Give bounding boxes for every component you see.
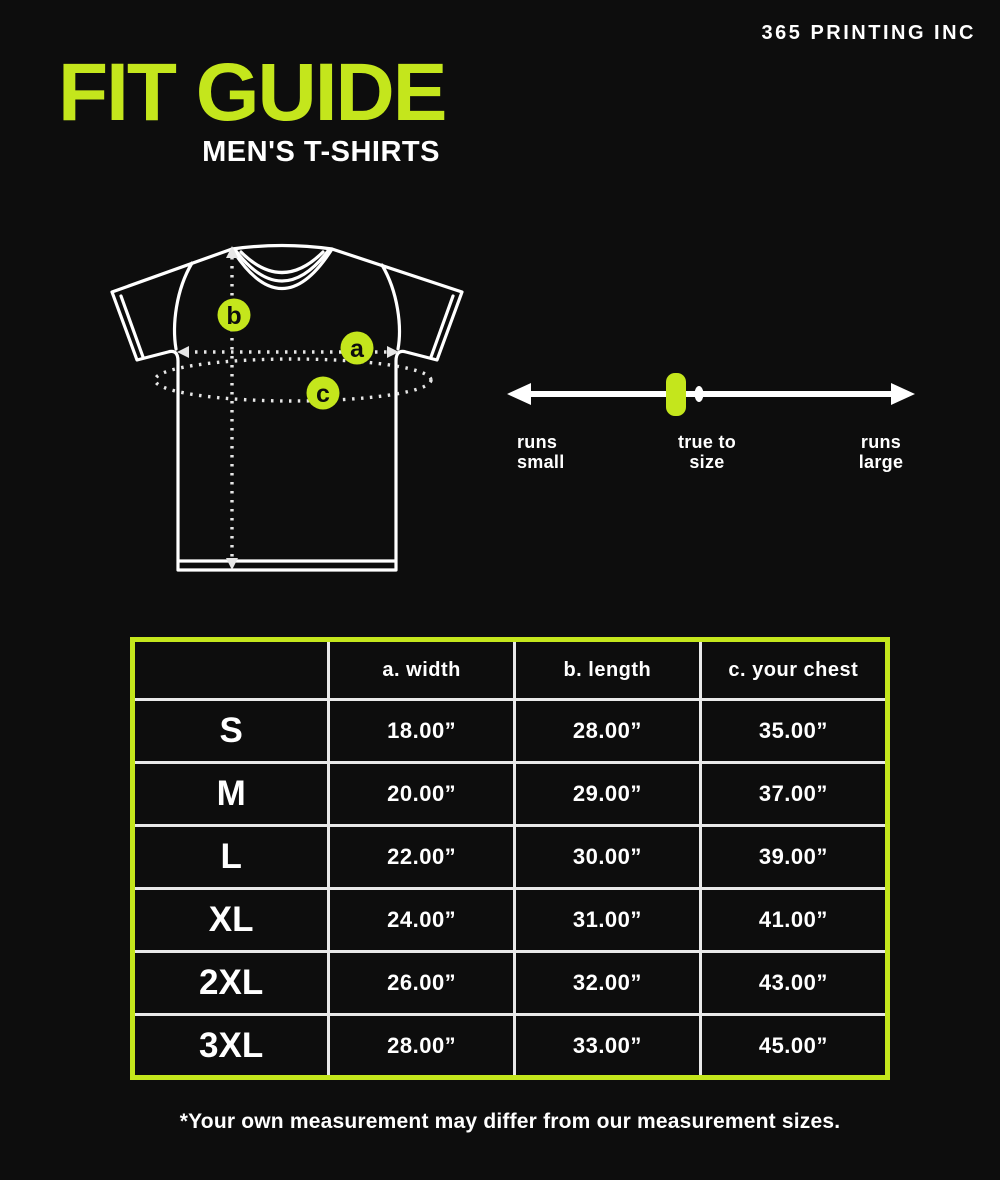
length-cell: 31.00” [515,889,701,952]
armhole-seam-right [382,265,399,349]
fit-scale-dot [695,386,704,402]
width-cell: 28.00” [329,1015,515,1078]
table-row-3xl [133,1015,888,1078]
title-block [58,47,446,169]
collar-ribbing [236,251,328,281]
tshirt-outline-shape [112,246,462,571]
brand-text: 365 PRINTING INC [761,22,976,44]
size-cell: S [133,700,329,763]
chest-cell: 45.00” [700,1015,887,1078]
scale-label-true-to-size: true to size [677,432,737,472]
marker-a-label: a [350,335,364,363]
length-cell: 29.00” [515,763,701,826]
size-cell: L [133,826,329,889]
size-table [130,637,890,1080]
width-cell: 24.00” [329,889,515,952]
size-cell: 3XL [133,1015,329,1078]
table-row-m [133,763,888,826]
chest-cell: 41.00” [700,889,887,952]
footnote: *Your own measurement may differ from our measurement sizes. [179,1110,841,1133]
width-cell: 26.00” [329,952,515,1015]
header-size [133,640,329,700]
page-title: FIT GUIDE [58,47,446,138]
marker-b-label: b [226,302,242,330]
chest-cell: 37.00” [700,763,887,826]
width-cell: 22.00” [329,826,515,889]
size-cell: M [133,763,329,826]
fit-scale-indicator [666,373,686,416]
chest-cell: 35.00” [700,700,887,763]
scale-label-runs-small: runs small [517,432,565,472]
chest-cell: 39.00” [700,826,887,889]
table-header-row [133,640,888,700]
chest-cell: 43.00” [700,952,887,1015]
length-cell: 28.00” [515,700,701,763]
length-cell: 33.00” [515,1015,701,1078]
header-chest: c. your chest [700,640,887,700]
page-subtitle: MEN'S T-SHIRTS [202,136,440,168]
table-row-l [133,826,888,889]
width-cell: 20.00” [329,763,515,826]
table-row-2xl [133,952,888,1015]
length-cell: 32.00” [515,952,701,1015]
fit-scale-arrow-left [507,383,531,405]
marker-c-label: c [316,380,330,408]
scale-label-runs-large: runs large [858,432,904,472]
arrowhead-down [226,558,238,570]
armhole-seam-left [175,263,192,349]
width-cell: 18.00” [329,700,515,763]
size-cell: XL [133,889,329,952]
table-row-xl [133,889,888,952]
size-cell: 2XL [133,952,329,1015]
table-row-s [133,700,888,763]
fit-scale [505,370,917,422]
length-cell: 30.00” [515,826,701,889]
fit-scale-arrow-right [891,383,915,405]
tshirt-diagram [90,235,480,587]
header-length: b. length [515,640,701,700]
header-width: a. width [329,640,515,700]
chest-measure-ellipse [155,359,431,401]
